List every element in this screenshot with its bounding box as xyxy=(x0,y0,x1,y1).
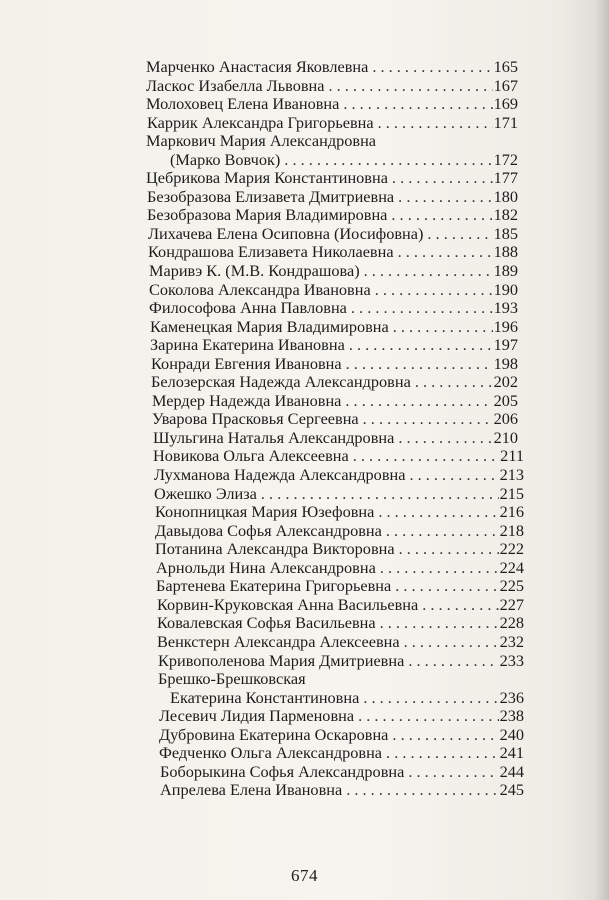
toc-entry-page: 245 xyxy=(499,780,524,800)
toc-entry-name: Философова Анна Павловна xyxy=(149,298,347,318)
toc-entry-name: Белозерская Надежда Александровна xyxy=(151,372,411,392)
toc-entry xyxy=(159,707,524,726)
toc-entry xyxy=(152,392,518,411)
toc-entry-name: Конопницкая Мария Юзефовна xyxy=(155,502,375,522)
toc-entry-name: Новикова Ольга Алексеевна xyxy=(153,446,349,466)
toc-entry-name: Безобразова Елизавета Дмитриевна xyxy=(147,186,395,206)
toc-entry-name: Каменецкая Мария Владимировна xyxy=(150,316,389,336)
toc-entry xyxy=(155,522,524,541)
dot-leader xyxy=(329,77,493,96)
toc-entry-page: 197 xyxy=(493,335,518,355)
toc-entry-page: 210 xyxy=(493,427,518,447)
toc-entry-page: 228 xyxy=(499,613,524,633)
toc-entry xyxy=(159,744,524,763)
toc-entry-page: 218 xyxy=(499,520,524,540)
toc-entry-page: 232 xyxy=(499,631,524,651)
dot-leader xyxy=(351,299,493,318)
toc-entry-page: 224 xyxy=(499,557,524,577)
page-number: 674 xyxy=(291,866,318,885)
toc-entry-name: Маркович Мария Александровна xyxy=(146,131,377,151)
dot-leader xyxy=(358,707,499,726)
toc-entry xyxy=(146,689,524,708)
toc-entry xyxy=(146,95,518,114)
dot-leader xyxy=(398,243,493,262)
dot-leader xyxy=(395,577,498,596)
toc-entry-name: Боборыкина Софья Александровна xyxy=(160,761,405,781)
toc-entry-name: (Марко Вовчок) xyxy=(170,149,281,169)
toc-entry-page: 244 xyxy=(499,761,524,781)
toc-entry xyxy=(155,540,524,559)
toc-entry xyxy=(153,429,518,448)
toc-entry xyxy=(146,58,518,77)
dot-leader xyxy=(378,114,493,133)
toc-entry-page: 205 xyxy=(493,390,518,410)
toc-entry-page: 198 xyxy=(493,353,518,373)
toc-entry-name: Маривэ К. (М.В. Кондрашова) xyxy=(149,261,360,281)
toc-entry xyxy=(156,559,524,578)
dot-leader xyxy=(422,596,498,615)
dot-leader xyxy=(393,318,493,337)
toc-entry-page: 215 xyxy=(499,483,524,503)
toc-entry xyxy=(159,726,524,745)
dot-leader xyxy=(343,95,492,114)
toc-entry-name: Уварова Прасковья Сергеевна xyxy=(152,409,359,429)
toc-entry xyxy=(158,652,524,671)
toc-entry-page: 190 xyxy=(493,279,518,299)
toc-entry-page: 236 xyxy=(499,687,524,707)
toc-entry-page: 193 xyxy=(493,298,518,318)
toc-entry xyxy=(156,577,524,596)
toc-entry-page: 182 xyxy=(493,205,518,225)
toc-entry-name: Арнольди Нина Александровна xyxy=(156,557,376,577)
toc-entry xyxy=(146,77,518,96)
dot-leader xyxy=(364,262,493,281)
toc-entry-name: Ласкос Изабелла Львовна xyxy=(146,75,325,95)
toc-entry xyxy=(160,763,524,782)
toc-entry-page: 206 xyxy=(493,409,518,429)
toc-entry-page: 202 xyxy=(493,372,518,392)
dot-leader xyxy=(399,540,499,559)
toc-entry-page: 167 xyxy=(493,75,518,95)
toc-entry-name: Ожешко Элиза xyxy=(154,483,257,503)
dot-leader xyxy=(378,503,498,522)
toc-entry-name: Зарина Екатерина Ивановна xyxy=(150,335,345,355)
toc-entry-name: Брешко-Брешковская xyxy=(158,669,306,689)
toc-entry xyxy=(150,318,518,337)
toc-entry-name: Федченко Ольга Александровна xyxy=(159,743,383,763)
toc-entry-page: 241 xyxy=(499,743,524,763)
toc-entry-page: 171 xyxy=(493,112,518,132)
dot-leader xyxy=(408,652,498,671)
dot-leader xyxy=(353,447,499,466)
dot-leader xyxy=(391,206,492,225)
toc-entry xyxy=(157,633,524,652)
page-edge-shadow xyxy=(595,0,609,900)
toc-entry-name: Кондрашова Елизавета Николаевна xyxy=(148,242,394,262)
toc-entry-page: 238 xyxy=(499,706,524,726)
toc-entry xyxy=(147,206,518,225)
toc-entry xyxy=(148,225,518,244)
dot-leader xyxy=(345,392,492,411)
dot-leader xyxy=(346,355,493,374)
dot-leader xyxy=(398,429,492,448)
dot-leader xyxy=(398,188,492,207)
dot-leader xyxy=(346,781,498,800)
toc-entry xyxy=(147,114,518,133)
toc-entry xyxy=(146,169,518,188)
toc-entry-name: Лесевич Лидия Парменовна xyxy=(159,706,355,726)
toc-entry-name: Безобразова Мария Владимировна xyxy=(147,205,388,225)
toc-entry xyxy=(149,281,518,300)
toc-entry xyxy=(151,355,518,374)
toc-entry xyxy=(148,243,518,262)
toc-entry-name: Конради Евгения Ивановна xyxy=(151,353,342,373)
toc-entry-name: Цебрикова Мария Константиновна xyxy=(146,168,388,188)
toc-entry-name: Давыдова Софья Александровна xyxy=(155,520,382,540)
dot-leader xyxy=(349,336,493,355)
toc-entry xyxy=(157,614,524,633)
dot-leader xyxy=(380,614,499,633)
toc-entry-name: Каррик Александра Григорьевна xyxy=(147,112,374,132)
toc-entry-page: 227 xyxy=(499,594,524,614)
toc-entry-name: Шульгина Наталья Александровна xyxy=(153,427,395,447)
toc-entry-name: Апрелева Елена Ивановна xyxy=(160,780,343,800)
toc-entry xyxy=(154,485,524,504)
toc-entry-name: Дубровина Екатерина Оскаровна xyxy=(159,724,389,744)
toc-entry-name: Венкстерн Александра Алексеевна xyxy=(157,631,400,651)
dot-leader xyxy=(404,633,499,652)
toc-entry-page: 189 xyxy=(493,261,518,281)
toc-entry-page: 233 xyxy=(499,650,524,670)
dot-leader xyxy=(363,410,493,429)
toc-entry-name: Екатерина Константиновна xyxy=(170,687,360,707)
toc-entry xyxy=(149,299,518,318)
dot-leader xyxy=(363,689,498,708)
toc-entry-page: 169 xyxy=(493,94,518,114)
toc-entry-name: Лихачева Елена Осиповна (Иосифовна) xyxy=(148,223,424,243)
toc-entry-page: 216 xyxy=(499,502,524,522)
toc-entry-page: 172 xyxy=(493,149,518,169)
toc-entry-page: 165 xyxy=(493,57,518,76)
toc-entry-name: Кривополенова Мария Дмитриевна xyxy=(158,650,405,670)
dot-leader xyxy=(427,225,492,244)
toc-entry-page: 225 xyxy=(499,576,524,596)
dot-leader xyxy=(409,466,498,485)
toc-entry-page: 213 xyxy=(499,465,524,485)
toc-entry-name: Корвин-Круковская Анна Васильевна xyxy=(157,594,419,614)
table-of-contents xyxy=(146,57,524,800)
toc-entry xyxy=(152,410,518,429)
toc-entry-page: 185 xyxy=(493,223,518,243)
dot-leader xyxy=(386,744,499,763)
toc-entry-name: Молоховец Елена Ивановна xyxy=(146,94,340,114)
toc-entry-page: 188 xyxy=(493,242,518,262)
toc-entry xyxy=(147,188,518,207)
toc-entry-page: 240 xyxy=(499,724,524,744)
toc-entry-name: Соколова Александра Ивановна xyxy=(149,279,371,299)
dot-leader xyxy=(261,485,499,504)
dot-leader xyxy=(386,522,499,541)
dot-leader xyxy=(392,169,493,188)
toc-entry-page: 177 xyxy=(493,168,518,188)
toc-entry xyxy=(151,373,518,392)
toc-entry xyxy=(150,336,518,355)
dot-leader xyxy=(375,281,493,300)
dot-leader xyxy=(284,151,492,170)
toc-entry xyxy=(146,132,518,151)
toc-entry-name: Марченко Анастасия Яковлевна xyxy=(146,57,369,76)
toc-entry xyxy=(155,503,524,522)
toc-entry-page: 211 xyxy=(500,446,524,466)
toc-entry xyxy=(158,670,524,689)
toc-entry-name: Мердер Надежда Ивановна xyxy=(152,390,342,410)
dot-leader xyxy=(392,726,498,745)
toc-entry xyxy=(146,151,518,170)
toc-entry xyxy=(153,447,524,466)
dot-leader xyxy=(380,559,499,578)
dot-leader xyxy=(372,58,492,77)
dot-leader xyxy=(408,763,498,782)
toc-entry-name: Бартенева Екатерина Григорьевна xyxy=(156,576,392,596)
toc-entry-page: 196 xyxy=(493,316,518,336)
toc-entry-name: Лухманова Надежда Александровна xyxy=(154,465,406,485)
toc-entry-name: Ковалевская Софья Васильевна xyxy=(157,613,376,633)
toc-entry xyxy=(157,596,524,615)
toc-entry-page: 222 xyxy=(499,539,524,559)
toc-entry xyxy=(149,262,518,281)
dot-leader xyxy=(415,373,493,392)
toc-entry xyxy=(160,781,524,800)
toc-entry xyxy=(154,466,524,485)
toc-entry-name: Потанина Александра Викторовна xyxy=(155,539,395,559)
toc-entry-page: 180 xyxy=(493,186,518,206)
